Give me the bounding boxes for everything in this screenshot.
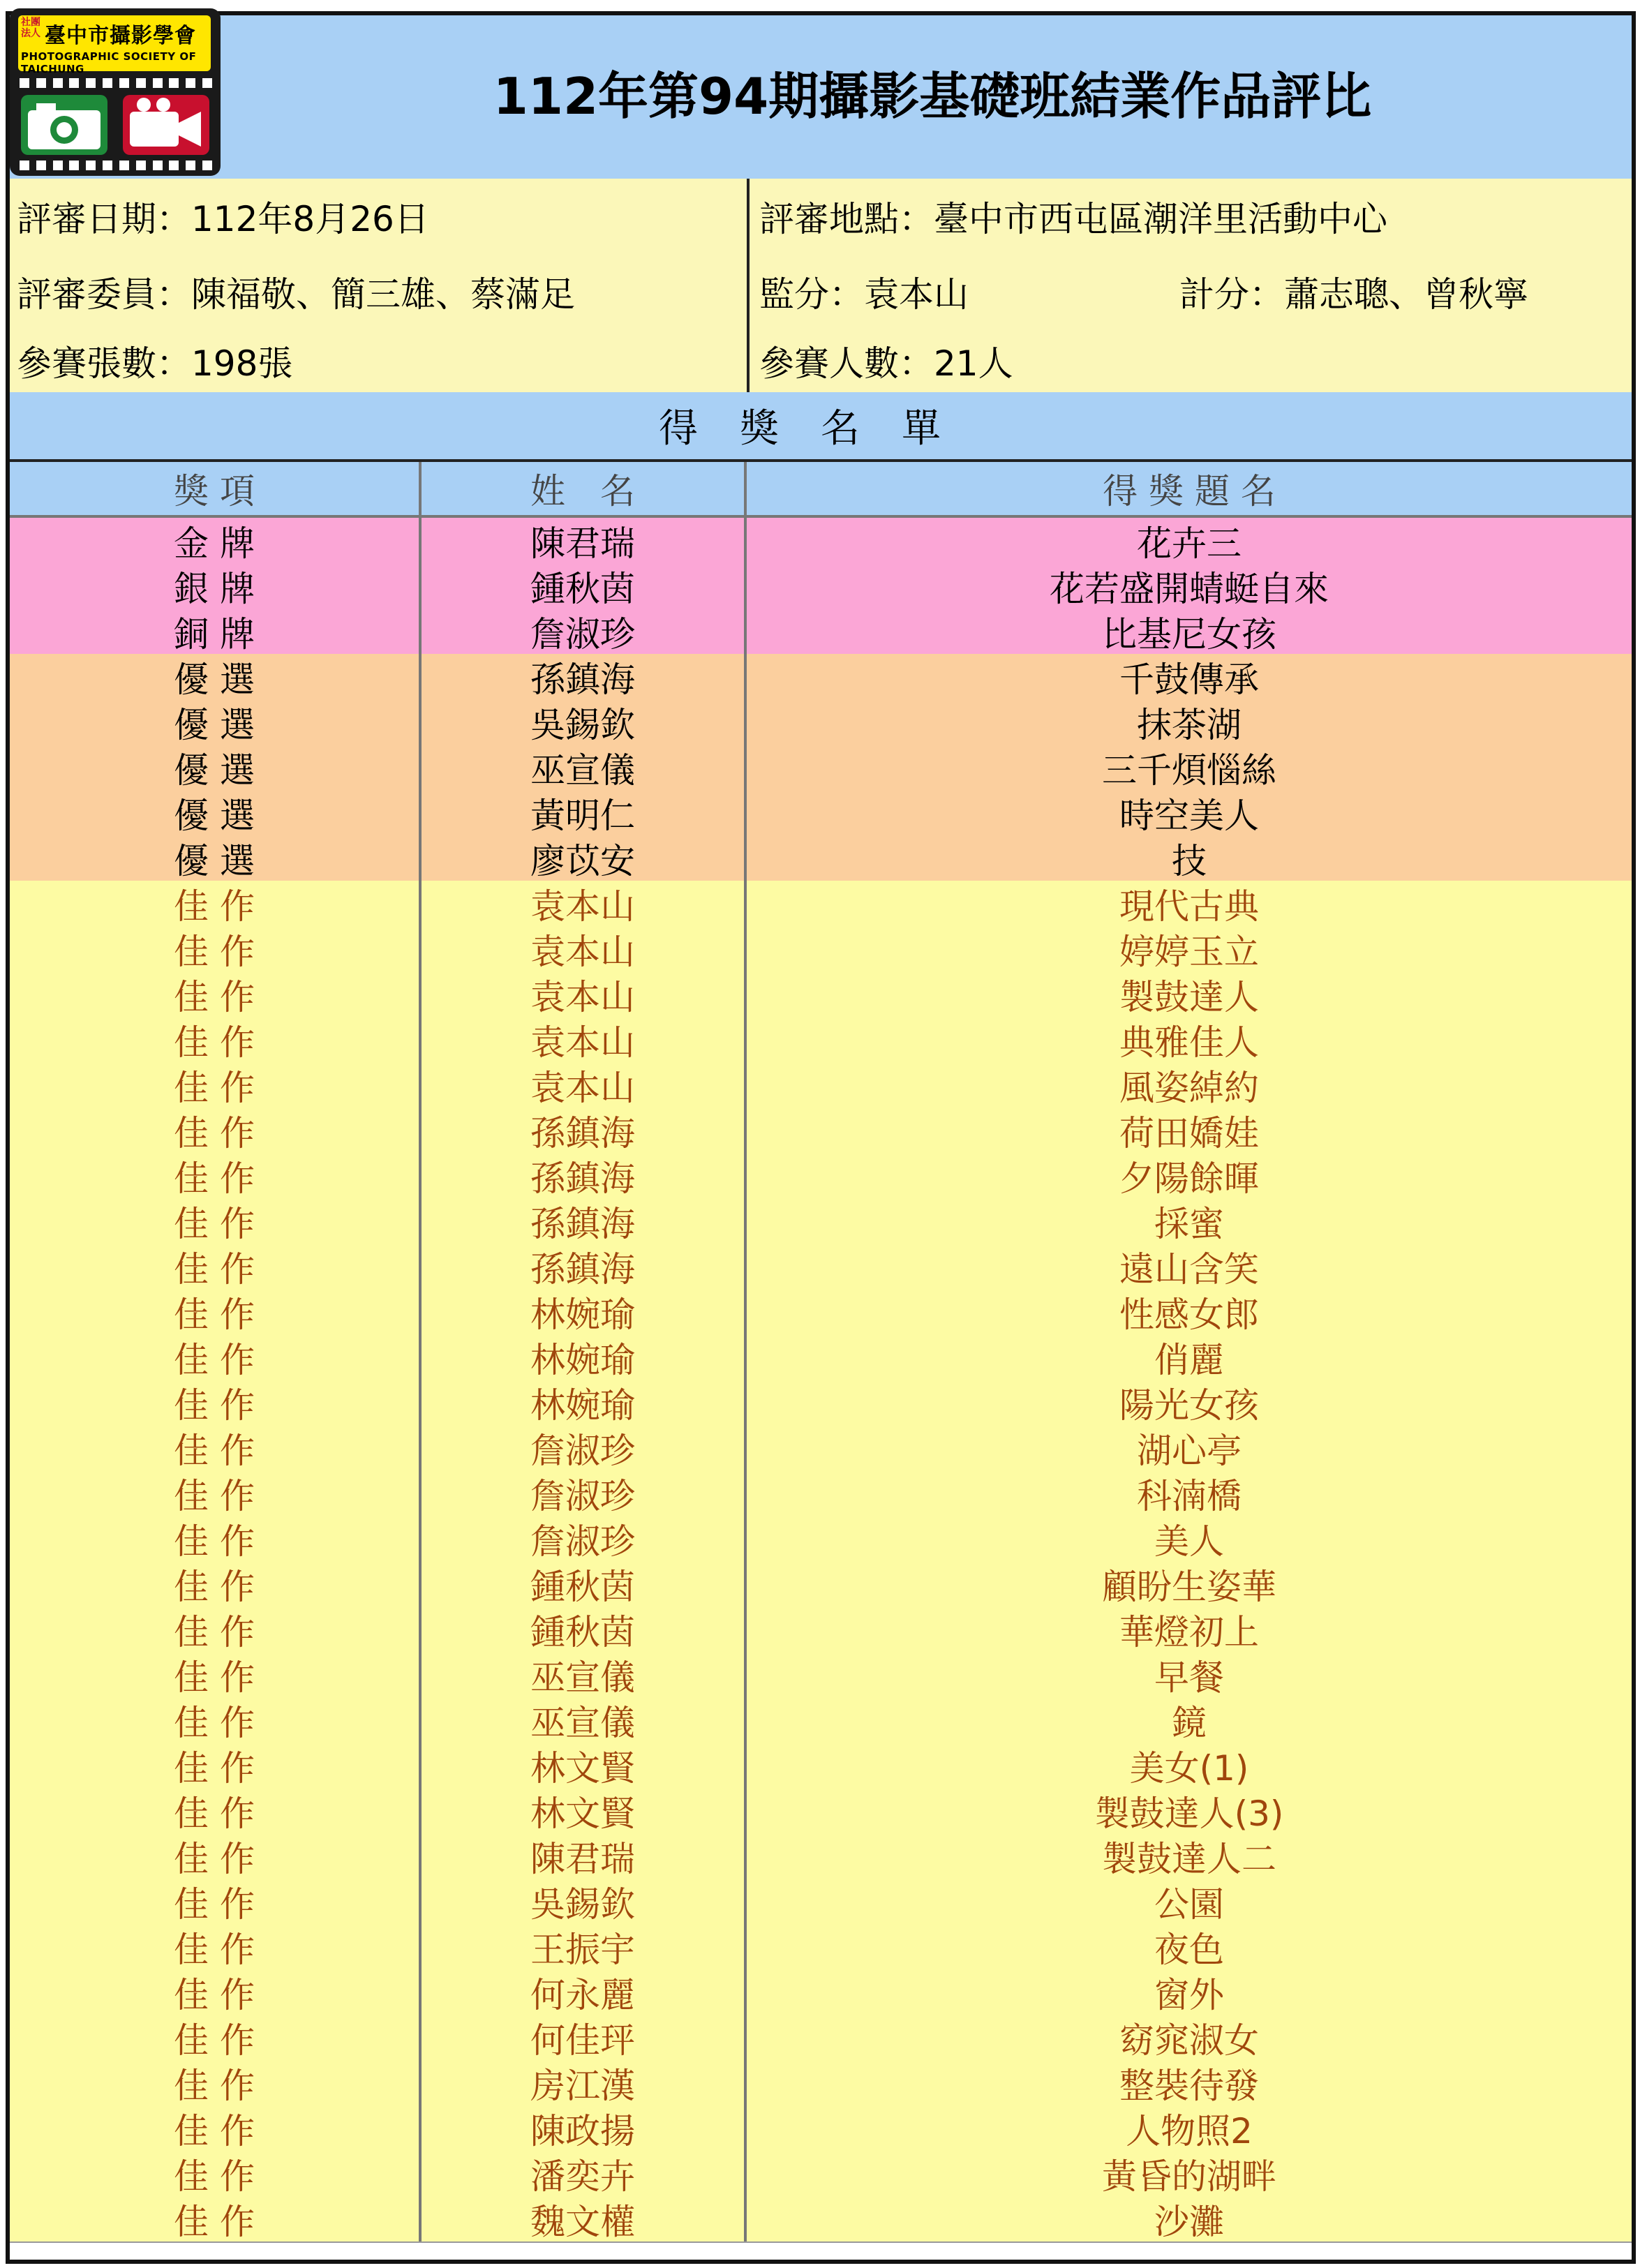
work-title-cell: 美人: [1154, 1521, 1224, 1562]
award-cell: 佳 作: [10, 2060, 422, 2105]
award-cell: 佳 作: [10, 1289, 422, 1334]
winner-name-cell: 袁本山: [422, 971, 747, 1017]
table-row: [10, 2196, 1632, 2243]
work-title-cell: 製鼓達人(3): [1094, 1793, 1284, 1834]
winner-name-cell: 王振宇: [422, 1924, 747, 1969]
table-row: [10, 1380, 1632, 1426]
winner-name-cell: 陳政揚: [422, 2105, 747, 2151]
award-cell: 銅 牌: [10, 609, 422, 654]
table-header-row: [10, 462, 1632, 518]
page-title: 112年第94期攝影基礎班結業作品評比: [493, 67, 1372, 126]
award-cell: 佳 作: [10, 1606, 422, 1652]
work-title-cell: 俏麗: [1154, 1339, 1224, 1380]
work-title-cell: 窗外: [1154, 1974, 1224, 2015]
table-row: [10, 971, 1632, 1018]
work-title-cell: 窈窕淑女: [1119, 2020, 1259, 2061]
work-title-cell: 陽光女孩: [1119, 1385, 1259, 1426]
camera-icon: [21, 95, 107, 155]
winner-name-cell: 孫鎮海: [422, 1198, 747, 1244]
winner-name-cell: 孫鎮海: [422, 1244, 747, 1289]
work-title-cell: 比基尼女孩: [1102, 613, 1276, 655]
table-row: [10, 2151, 1632, 2198]
info-row-counts: [10, 329, 1632, 395]
table-row: [10, 926, 1632, 973]
award-cell: 佳 作: [10, 2015, 422, 2060]
work-title-cell: 早餐: [1154, 1657, 1224, 1698]
work-title-cell: 技: [1172, 840, 1207, 881]
judging-date: 評審日期：112年8月26日: [17, 199, 429, 239]
award-cell: 佳 作: [10, 1969, 422, 2015]
award-cell: 佳 作: [10, 2151, 422, 2196]
table-row: [10, 1470, 1632, 1517]
participant-count: 參賽人數：21人: [759, 343, 1013, 384]
work-title-cell: 婷婷玉立: [1119, 931, 1259, 972]
table-row: [10, 1561, 1632, 1608]
winner-name-cell: 鍾秋茵: [422, 1561, 747, 1606]
work-title-cell: 製鼓達人: [1119, 976, 1259, 1017]
winner-name-cell: 魏文權: [422, 2196, 747, 2241]
award-cell: 優 選: [10, 699, 422, 745]
award-list-title: 得獎名單: [10, 392, 1632, 462]
winner-name-cell: 陳君瑞: [422, 1833, 747, 1879]
award-cell: 佳 作: [10, 1244, 422, 1289]
award-cell: 優 選: [10, 654, 422, 699]
table-row: [10, 1153, 1632, 1200]
work-title-cell: 夕陽餘暉: [1119, 1158, 1259, 1199]
table-row: [10, 1743, 1632, 1789]
award-cell: 佳 作: [10, 1107, 422, 1153]
info-divider: [747, 254, 750, 329]
work-title-cell: 時空美人: [1119, 795, 1259, 836]
work-title-cell: 製鼓達人二: [1102, 1838, 1276, 1879]
award-cell: 佳 作: [10, 1380, 422, 1425]
work-title-cell: 華燈初上: [1119, 1611, 1259, 1652]
award-cell: 佳 作: [10, 1017, 422, 1062]
table-row: [10, 1652, 1632, 1699]
winner-name-cell: 林婉瑜: [422, 1289, 747, 1334]
winner-name-cell: 孫鎮海: [422, 1107, 747, 1153]
winner-name-cell: 林婉瑜: [422, 1334, 747, 1380]
winner-name-cell: 林婉瑜: [422, 1380, 747, 1425]
column-header-award: 獎 項: [10, 462, 422, 515]
table-row: [10, 1425, 1632, 1472]
award-cell: 佳 作: [10, 1833, 422, 1879]
table-row: [10, 699, 1632, 746]
film-perforations-bottom: [20, 161, 212, 170]
award-cell: 佳 作: [10, 926, 422, 971]
info-row-date-location: [10, 179, 1632, 257]
work-title-cell: 整裝待發: [1119, 2065, 1259, 2106]
award-cell: 佳 作: [10, 881, 422, 926]
table-row: [10, 1017, 1632, 1064]
work-title-cell: 典雅佳人: [1119, 1022, 1259, 1063]
award-cell: 佳 作: [10, 1697, 422, 1743]
work-title-cell: 千鼓傳承: [1119, 659, 1259, 700]
work-title-cell: 湖心亭: [1137, 1430, 1242, 1471]
table-row: [10, 518, 1632, 565]
work-title-cell: 三千煩惱絲: [1102, 749, 1276, 791]
winner-name-cell: 詹淑珍: [422, 609, 747, 654]
column-header-name: 姓 名: [422, 462, 747, 515]
award-cell: 佳 作: [10, 1198, 422, 1244]
winner-name-cell: 林文賢: [422, 1743, 747, 1788]
winner-name-cell: 巫宣儀: [422, 1652, 747, 1697]
table-row: [10, 654, 1632, 701]
winner-name-cell: 黃明仁: [422, 790, 747, 835]
table-row: [10, 2015, 1632, 2061]
work-title-cell: 沙灘: [1154, 2201, 1224, 2242]
work-title-cell: 花卉三: [1137, 523, 1242, 564]
award-cell: 佳 作: [10, 1516, 422, 1561]
winner-name-cell: 詹淑珍: [422, 1516, 747, 1561]
award-cell: 佳 作: [10, 971, 422, 1017]
table-row: [10, 1606, 1632, 1653]
work-title-cell: 性感女郎: [1119, 1294, 1259, 1335]
winner-name-cell: 潘奕卉: [422, 2151, 747, 2196]
info-row-judges: [10, 254, 1632, 332]
work-title-cell: 鏡: [1172, 1702, 1207, 1743]
award-cell: 優 選: [10, 790, 422, 835]
table-row: [10, 609, 1632, 655]
winner-name-cell: 鍾秋茵: [422, 1606, 747, 1652]
winner-name-cell: 吳錫欽: [422, 1879, 747, 1924]
work-title-cell: 人物照2: [1126, 2110, 1253, 2151]
award-cell: 佳 作: [10, 1062, 422, 1107]
award-cell: 金 牌: [10, 518, 422, 563]
award-cell: 優 選: [10, 745, 422, 790]
judging-location: 評審地點：臺中市西屯區潮洋里活動中心: [759, 199, 1387, 239]
info-divider: [747, 179, 750, 254]
table-row: [10, 563, 1632, 610]
award-cell: 佳 作: [10, 1470, 422, 1516]
winner-name-cell: 袁本山: [422, 881, 747, 926]
table-row: [10, 835, 1632, 882]
award-cell: 佳 作: [10, 1924, 422, 1969]
table-row: [10, 1198, 1632, 1245]
table-row: [10, 1879, 1632, 1925]
document-header: [10, 15, 1632, 181]
winner-name-cell: 孫鎮海: [422, 1153, 747, 1198]
work-title-cell: 科湳橋: [1137, 1475, 1242, 1516]
winner-name-cell: 詹淑珍: [422, 1425, 747, 1470]
video-camera-icon: [123, 95, 209, 155]
table-row: [10, 745, 1632, 791]
award-cell: 佳 作: [10, 1561, 422, 1606]
table-row: [10, 2060, 1632, 2107]
award-cell: 佳 作: [10, 2105, 422, 2151]
award-cell: 佳 作: [10, 1153, 422, 1198]
table-row: [10, 1062, 1632, 1109]
winner-name-cell: 孫鎮海: [422, 654, 747, 699]
table-row: [10, 1289, 1632, 1336]
winner-name-cell: 林文賢: [422, 1788, 747, 1833]
table-row: [10, 1516, 1632, 1562]
table-row: [10, 1924, 1632, 1971]
work-title-cell: 夜色: [1154, 1929, 1224, 1970]
table-row: [10, 790, 1632, 837]
film-perforations-top: [20, 78, 212, 88]
award-cell: 銀 牌: [10, 563, 422, 609]
score-keepers: 計分：蕭志聰、曾秋寧: [1179, 274, 1528, 315]
work-title-cell: 遠山含笑: [1119, 1248, 1259, 1290]
work-title-cell: 荷田嬌娃: [1119, 1112, 1259, 1154]
winner-name-cell: 袁本山: [422, 926, 747, 971]
work-title-cell: 公園: [1154, 1883, 1224, 1925]
work-title-cell: 顧盼生姿華: [1102, 1566, 1276, 1607]
society-logo: [10, 8, 221, 176]
winner-name-cell: 何佳玶: [422, 2015, 747, 2060]
winner-name-cell: 巫宣儀: [422, 745, 747, 790]
award-cell: 佳 作: [10, 1425, 422, 1470]
award-cell: 佳 作: [10, 1879, 422, 1924]
award-cell: 佳 作: [10, 2196, 422, 2241]
table-row: [10, 1788, 1632, 1835]
award-cell: 佳 作: [10, 1334, 422, 1380]
logo-org-prefix: 社團法人: [21, 17, 40, 39]
logo-org-english: PHOTOGRAPHIC SOCIETY OF TAICHUNG: [21, 50, 197, 75]
judging-panel: 評審委員：陳福敬、簡三雄、蔡滿足: [17, 274, 575, 315]
award-cell: 佳 作: [10, 1788, 422, 1833]
award-cell: 佳 作: [10, 1652, 422, 1697]
table-row: [10, 1244, 1632, 1290]
work-title-cell: 風姿綽約: [1119, 1067, 1259, 1108]
logo-org-name: 臺中市攝影學會: [45, 24, 196, 48]
winner-name-cell: 吳錫欽: [422, 699, 747, 745]
table-row: [10, 2105, 1632, 2152]
work-title-cell: 採蜜: [1154, 1203, 1224, 1244]
award-results-sheet: [6, 11, 1636, 2264]
winner-name-cell: 廖苡安: [422, 835, 747, 881]
winner-name-cell: 巫宣儀: [422, 1697, 747, 1743]
work-title-cell: 抹茶湖: [1137, 704, 1242, 745]
work-title-cell: 花若盛開蜻蜓自來: [1050, 568, 1329, 609]
work-title-cell: 現代古典: [1119, 886, 1259, 927]
score-supervisor: 監分：袁本山: [759, 274, 969, 315]
winner-name-cell: 袁本山: [422, 1062, 747, 1107]
table-row: [10, 1697, 1632, 1744]
winner-name-cell: 袁本山: [422, 1017, 747, 1062]
table-row: [10, 881, 1632, 927]
winner-name-cell: 何永麗: [422, 1969, 747, 2015]
table-row: [10, 1833, 1632, 1880]
work-title-cell: 美女(1): [1129, 1747, 1249, 1789]
table-row: [10, 1107, 1632, 1154]
winner-name-cell: 陳君瑞: [422, 518, 747, 563]
table-row: [10, 1334, 1632, 1381]
award-cell: 優 選: [10, 835, 422, 881]
winner-name-cell: 房江漢: [422, 2060, 747, 2105]
work-title-cell: 黃昏的湖畔: [1102, 2156, 1276, 2197]
entry-count: 參賽張數：198張: [17, 343, 293, 384]
award-cell: 佳 作: [10, 1743, 422, 1788]
info-divider: [747, 329, 750, 392]
table-row: [10, 1969, 1632, 2016]
column-header-work: 得 獎 題 名: [1103, 471, 1276, 512]
winner-name-cell: 鍾秋茵: [422, 563, 747, 609]
winner-name-cell: 詹淑珍: [422, 1470, 747, 1516]
